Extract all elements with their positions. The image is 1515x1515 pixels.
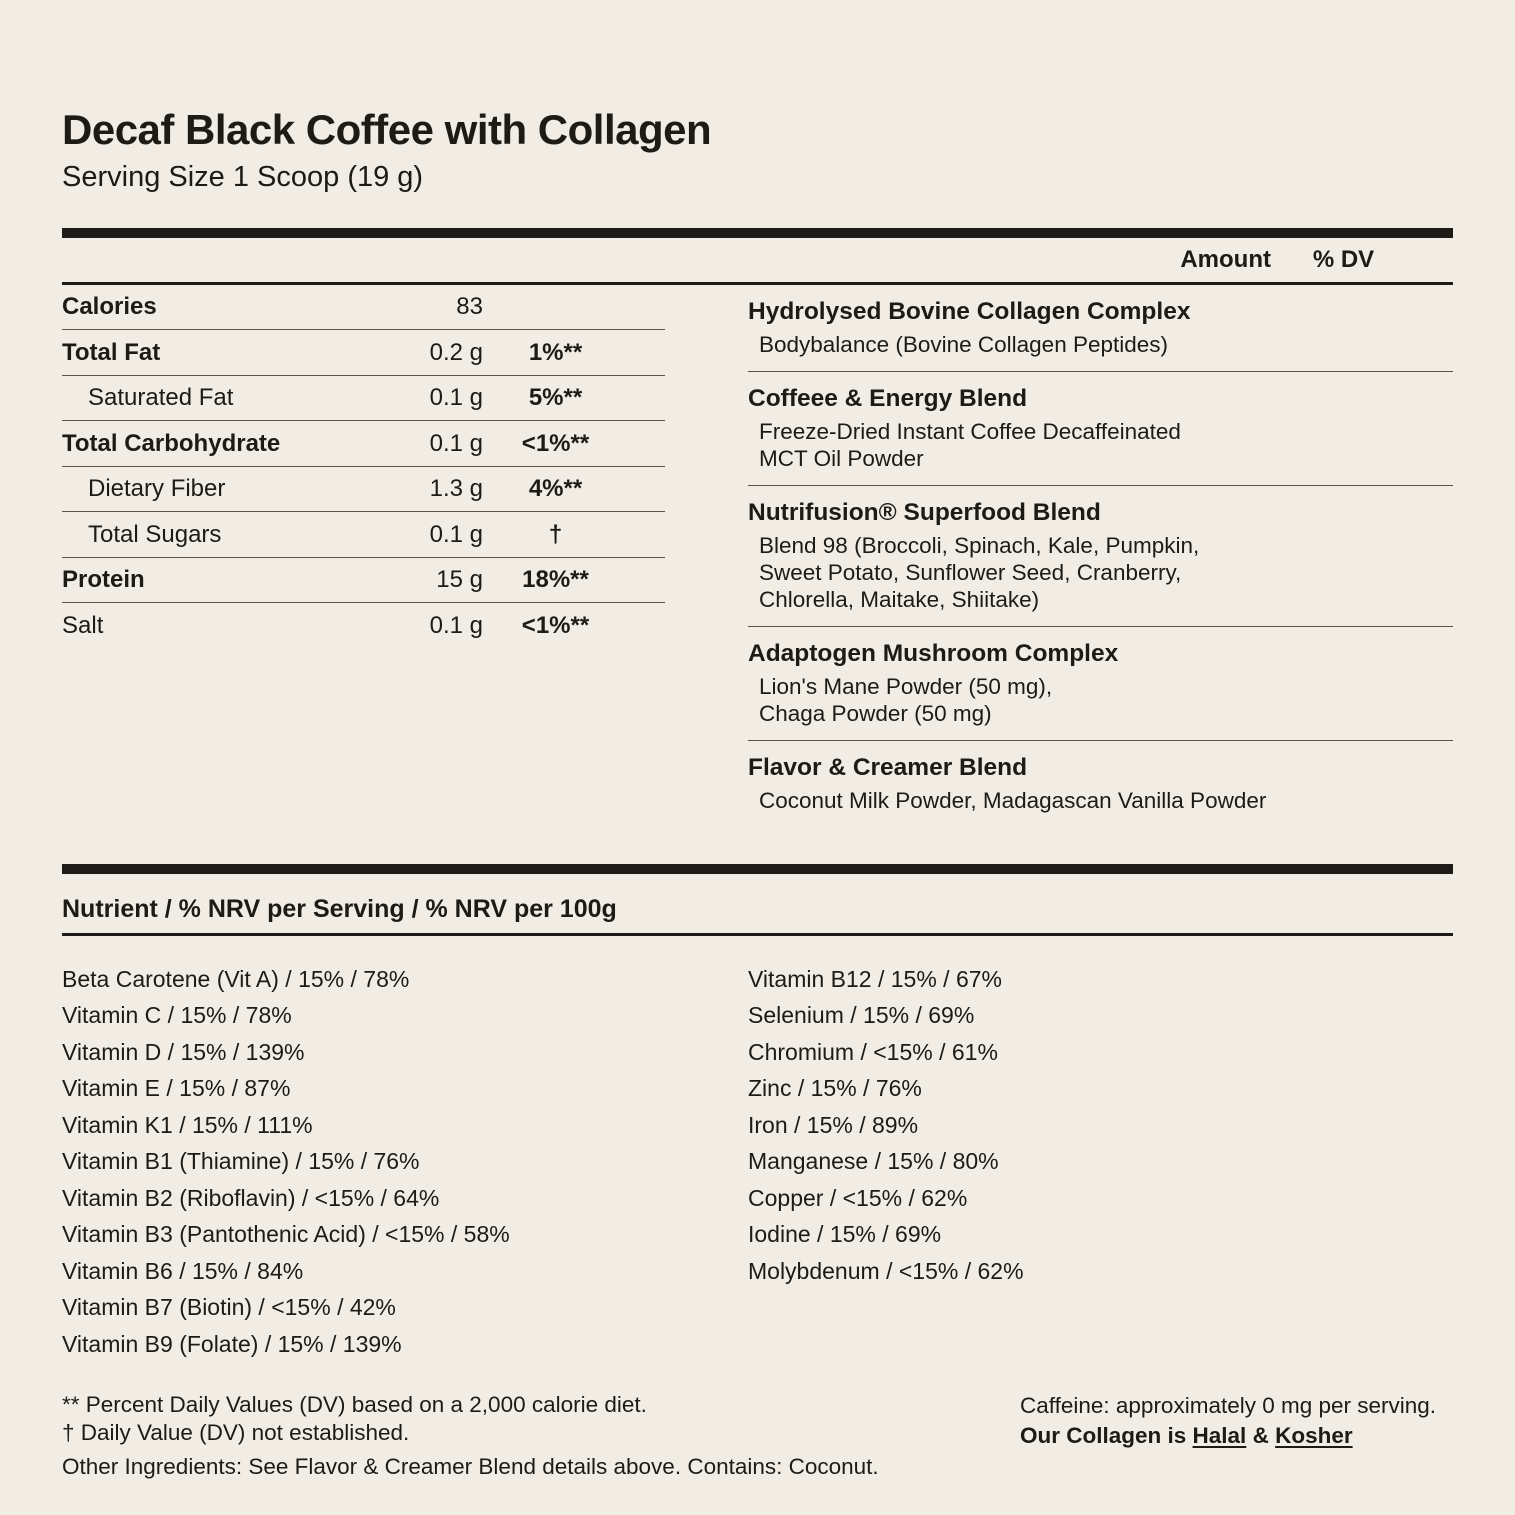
row-label: Total Fat <box>62 338 161 366</box>
row-amount: 0.1 g <box>429 384 483 412</box>
blend-ingredients: Sweet Potato, Sunflower Seed, Cranberry, <box>759 559 1182 585</box>
nrv-item: Iodine / 15% / 69% <box>748 1221 942 1248</box>
table-row-calories <box>62 285 665 331</box>
blend-flavor-creamer <box>748 741 1453 827</box>
row-label: Protein <box>62 566 145 594</box>
nrv-heading-divider <box>62 933 1453 936</box>
blend-title: Adaptogen Mushroom Complex <box>748 639 1119 667</box>
middle-divider <box>62 864 1453 874</box>
row-amount: 83 <box>456 293 483 321</box>
blend-ingredients: Bodybalance (Bovine Collagen Peptides) <box>759 331 1169 357</box>
nrv-item: Zinc / 15% / 76% <box>748 1075 922 1102</box>
blend-ingredients: Freeze-Dried Instant Coffee Decaffeinated <box>759 418 1181 444</box>
nrv-item: Vitamin K1 / 15% / 111% <box>62 1111 313 1138</box>
row-amount: 1.3 g <box>429 475 483 503</box>
blend-ingredients: Chlorella, Maitake, Shiitake) <box>759 586 1040 612</box>
nrv-item: Vitamin B6 / 15% / 84% <box>62 1257 304 1284</box>
kosher-link[interactable]: Kosher <box>1275 1423 1353 1449</box>
nrv-item: Beta Carotene (Vit A) / 15% / 78% <box>62 965 410 992</box>
other-ingredients-note: Other Ingredients: See Flavor & Creamer Blend details above. Contains: Coconut. <box>62 1454 879 1480</box>
row-dv: 18%** <box>522 566 589 594</box>
row-amount: 0.1 g <box>429 429 483 457</box>
nrv-item: Manganese / 15% / 80% <box>748 1148 999 1175</box>
dv-column-header: % DV <box>1312 245 1375 273</box>
collagen-note-prefix: Our Collagen is <box>1020 1423 1193 1449</box>
amount-column-header: Amount <box>1180 245 1271 273</box>
column-gap <box>665 961 748 1363</box>
table-row-salt <box>62 603 665 649</box>
row-label: Saturated Fat <box>88 384 234 412</box>
ingredient-blends <box>748 285 1453 827</box>
row-label: Calories <box>62 293 157 321</box>
blend-ingredients: Lion's Mane Powder (50 mg), <box>759 673 1053 699</box>
blend-title: Nutrifusion® Superfood Blend <box>748 498 1101 526</box>
halal-link[interactable]: Halal <box>1192 1423 1247 1449</box>
nrv-item: Vitamin C / 15% / 78% <box>62 1002 292 1029</box>
row-amount: 0.1 g <box>429 612 483 640</box>
nrv-item: Vitamin B2 (Riboflavin) / <15% / 64% <box>62 1184 440 1211</box>
table-row-total-sugars <box>62 512 665 558</box>
row-label: Total Carbohydrate <box>62 429 281 457</box>
row-dv: 4%** <box>528 475 583 503</box>
row-amount: 0.2 g <box>429 338 483 366</box>
blend-ingredients: MCT Oil Powder <box>759 445 924 471</box>
blend-collagen-complex <box>748 285 1453 372</box>
row-amount: 15 g <box>436 566 483 594</box>
nrv-item: Vitamin E / 15% / 87% <box>62 1075 291 1102</box>
nrv-item: Molybdenum / <15% / 62% <box>748 1257 1024 1284</box>
table-row-protein <box>62 558 665 604</box>
footnotes-right <box>1020 1391 1453 1451</box>
blend-title: Coffeee & Energy Blend <box>748 384 1028 412</box>
collagen-certification-note <box>1020 1421 1453 1451</box>
nrv-item: Vitamin B1 (Thiamine) / 15% / 76% <box>62 1148 420 1175</box>
blend-title: Hydrolysed Bovine Collagen Complex <box>748 297 1191 325</box>
table-row-saturated-fat <box>62 376 665 422</box>
blend-superfood <box>748 486 1453 627</box>
blend-coffee-energy <box>748 372 1453 486</box>
caffeine-note: Caffeine: approximately 0 mg per serving. <box>1020 1393 1437 1419</box>
footnotes-left <box>62 1391 1020 1481</box>
row-label: Dietary Fiber <box>88 475 226 503</box>
table-row-total-carbohydrate <box>62 421 665 467</box>
table-row-total-fat <box>62 330 665 376</box>
nrv-item: Copper / <15% / 62% <box>748 1184 968 1211</box>
dagger-footnote: † Daily Value (DV) not established. <box>62 1419 410 1445</box>
row-dv: † <box>548 520 563 548</box>
blend-ingredients: Coconut Milk Powder, Madagascan Vanilla Powder <box>759 787 1267 813</box>
blend-mushroom-complex <box>748 627 1453 741</box>
nrv-item: Vitamin B9 (Folate) / 15% / 139% <box>62 1330 402 1357</box>
table-header-row <box>62 238 1453 282</box>
nrv-item: Vitamin B12 / 15% / 67% <box>748 965 1002 992</box>
nrv-item: Chromium / <15% / 61% <box>748 1038 998 1065</box>
nrv-item: Selenium / 15% / 69% <box>748 1002 975 1029</box>
nrv-list-left <box>62 961 665 1363</box>
row-dv: 5%** <box>528 384 583 412</box>
nrv-item: Iron / 15% / 89% <box>748 1111 919 1138</box>
blend-ingredients: Blend 98 (Broccoli, Spinach, Kale, Pumpkin, <box>759 532 1200 558</box>
blend-title: Flavor & Creamer Blend <box>748 753 1028 781</box>
nrv-item: Vitamin B3 (Pantothenic Acid) / <15% / 58% <box>62 1221 510 1248</box>
nrv-section-heading: Nutrient / % NRV per Serving / % NRV per 100g <box>62 894 617 923</box>
nrv-list-right <box>748 961 1453 1363</box>
collagen-note-ampersand: & <box>1246 1423 1276 1449</box>
table-row-dietary-fiber <box>62 467 665 513</box>
page-title: Decaf Black Coffee with Collagen <box>62 106 712 153</box>
serving-size: Serving Size 1 Scoop (19 g) <box>62 161 424 194</box>
nrv-item: Vitamin D / 15% / 139% <box>62 1038 305 1065</box>
row-amount: 0.1 g <box>429 520 483 548</box>
top-divider <box>62 228 1453 238</box>
row-label: Total Sugars <box>88 520 222 548</box>
row-label: Salt <box>62 612 104 640</box>
row-dv: 1%** <box>528 338 583 366</box>
nrv-item: Vitamin B7 (Biotin) / <15% / 42% <box>62 1294 396 1321</box>
row-dv: <1%** <box>521 612 590 640</box>
nutrition-table <box>62 285 665 649</box>
row-dv: <1%** <box>521 429 590 457</box>
dv-footnote: ** Percent Daily Values (DV) based on a 2,000 calorie diet. <box>62 1392 647 1418</box>
blend-ingredients: Chaga Powder (50 mg) <box>759 700 992 726</box>
